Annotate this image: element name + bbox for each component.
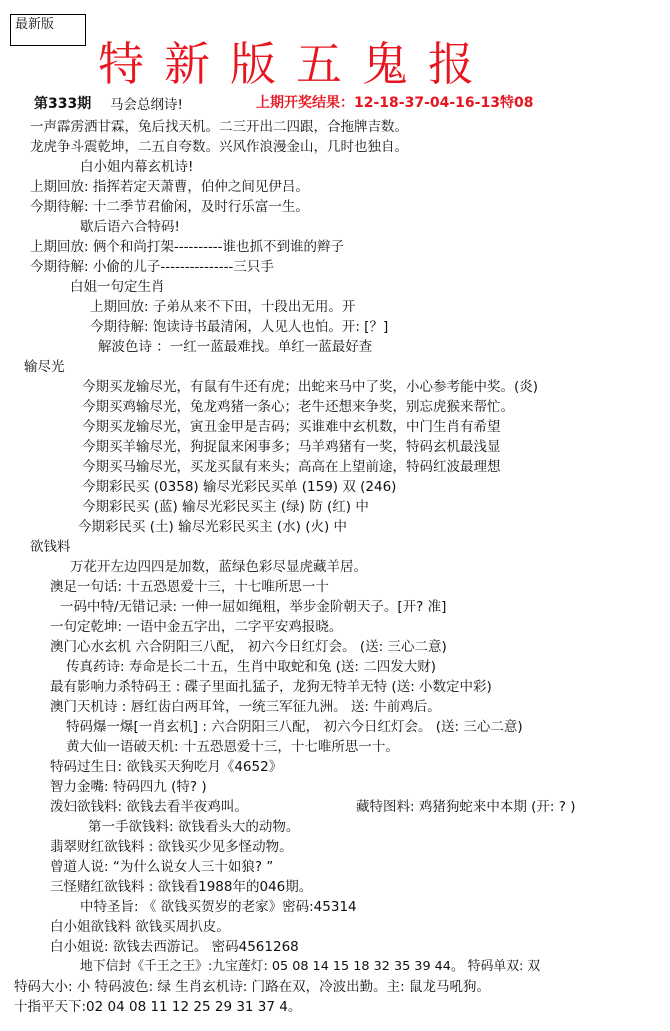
cangtu-line: 藏特图料: 鸡猪狗蛇来中本期 (开: ? ) bbox=[356, 799, 576, 815]
section-title-yuqian: 欲钱料 bbox=[30, 539, 71, 555]
shujinguang-line: 今期彩民买 (蓝) 输尽光彩民买主 (绿) 防 (红) 中 bbox=[82, 499, 369, 515]
baixj-yuqian-line: 白小姐欲钱料 欲钱买周扒皮。 bbox=[50, 919, 230, 935]
dixia-line: 地下信封《千王之王》:九宝莲灯: 05 08 14 15 18 32 35 39 44。 特码单双: 双 bbox=[80, 959, 541, 974]
baijie-now: 今期待解: 饱读诗书最清闲，人见人也怕。开: [？] bbox=[90, 319, 389, 335]
baijie-last: 上期回放: 子弟从来不下田，十段出无用。开 bbox=[90, 299, 356, 315]
shujinguang-line: 今期买马输尽光，买龙买鼠有来头；高高在上望前途，特码红波最理想 bbox=[82, 459, 501, 475]
zhili-line: 智力金嘴: 特码四九 (特? ) bbox=[50, 779, 207, 795]
shujinguang-line: 今期彩民买 (0358) 输尽光彩民买单 (159) 双 (246) bbox=[82, 479, 397, 495]
wanhua-line: 万花开左边四四是加数，蓝绿色彩尽显虎藏羊居。 bbox=[70, 559, 367, 575]
shizhi-line: 十指平天下:02 04 08 11 12 25 29 31 37 4。 bbox=[14, 999, 302, 1015]
huangdaxian-line: 黄大仙一语破天机: 十五恐恩爱十三，十七唯所思一十。 bbox=[66, 739, 399, 755]
aomen-xin-line: 澳门心水玄机 六合阴阳三八配， 初六今日红灯会。 (送: 三心二意) bbox=[50, 639, 447, 655]
pofu-line: 泼妇欲钱料: 欲钱去看半夜鸡叫。 bbox=[50, 799, 248, 815]
section-title-shujinguang: 输尽光 bbox=[24, 359, 65, 375]
page-title: 特新版五鬼报 bbox=[98, 37, 494, 91]
bose-poem: 解波色诗 ：一红一蓝最难找。单红一蓝最好查 bbox=[98, 339, 373, 355]
feicui-line: 翡翠财红欲钱料 : 欲钱买少见多怪动物。 bbox=[50, 839, 293, 855]
last-result: 上期开奖结果：12-18-37-04-16-13特08 bbox=[256, 95, 534, 111]
sanguai-line: 三怪赌红欲钱料 : 欲钱看1988年的046期。 bbox=[50, 879, 313, 895]
section-title-baijie: 白姐一句定生肖 bbox=[70, 279, 165, 295]
tema-guo-line: 特码过生日: 欲钱买天狗吃月《4652》 bbox=[50, 759, 283, 775]
yima-line: 一码中特/无错记录: 一伸一屈如绳粗，举步金阶朝天子。[开? 准] bbox=[60, 599, 447, 615]
diyi-line: 第一手欲钱料: 欲钱看头大的动物。 bbox=[88, 819, 300, 835]
xiehouyu-now: 今期待解: 小偷的儿子---------------三只手 bbox=[30, 259, 274, 275]
poem-title: 马会总纲诗! bbox=[110, 97, 183, 113]
baixj-shuo-line: 白小姐说: 欲钱去西游记。 密码4561268 bbox=[50, 939, 299, 955]
baixiaojie-last: 上期回放: 指挥若定天萧曹，伯仲之间见伊吕。 bbox=[30, 179, 309, 195]
shujinguang-line: 今期买龙输尽光，寅丑金甲是吉码；买谁难中玄机数，中门生肖有希望 bbox=[82, 419, 501, 435]
section-title-baixiaojie: 白小姐内幕玄机诗! bbox=[80, 159, 194, 175]
tema-bao-line: 特码爆一爆[一肖玄机] : 六合阴阳三八配， 初六今日红灯会。 (送: 三心二意) bbox=[66, 719, 523, 735]
yingxiang-line: 最有影响力杀特码王 : 碟子里面扎猛子，龙狗无特羊无特 (送: 小数定中彩) bbox=[50, 679, 492, 695]
aozu-line: 澳足一句话: 十五恐恩爱十三，十七唯所思一十 bbox=[50, 579, 329, 595]
section-title-xiehouyu: 歇后语六合特码! bbox=[80, 219, 180, 235]
poem-line: 龙虎争斗震乾坤，二五自夸数。兴风作浪漫金山，几时也独自。 bbox=[30, 139, 408, 155]
yiju-line: 一句定乾坤: 一语中金五字出，二字平安鸡报晓。 bbox=[50, 619, 343, 635]
shujinguang-line: 今期买鸡输尽光，兔龙鸡猪一条心；老牛还想来争奖，别忘虎猴来帮忙。 bbox=[82, 399, 514, 415]
zhongte-line: 中特圣旨: 《 欲钱买贺岁的老家》密码:45314 bbox=[80, 899, 357, 915]
shujinguang-line: 今期买羊输尽光，狗捉鼠来闲事多；马羊鸡猪有一奖，特码玄机最浅显 bbox=[82, 439, 501, 455]
daxiao-line: 特码大小: 小 特码波色: 绿 生肖玄机诗: 门路在双，冷波出勤。主: 鼠龙马吼狗。 bbox=[14, 979, 490, 995]
shujinguang-line: 今期买龙输尽光，有鼠有牛还有虎；出蛇来马中了奖，小心参考能中奖。(炎) bbox=[82, 379, 539, 395]
baixiaojie-now: 今期待解: 十二季节君偷闲，及时行乐富一生。 bbox=[30, 199, 309, 215]
poem-line: 一声霹雳洒甘霖，兔后找天机。二三开出二四跟，合拖牌吉数。 bbox=[30, 119, 408, 135]
chuanzhen-line: 传真药诗: 寿命是长二十五，生肖中取蛇和兔 (送: 二四发大财) bbox=[66, 659, 437, 675]
edition-badge: 最新版 bbox=[10, 14, 86, 46]
issue-number: 第333期 bbox=[34, 96, 92, 112]
zengdao-line: 曾道人说: “为什么说女人三十如狼? ” bbox=[50, 859, 274, 875]
shujinguang-line: 今期彩民买 (土) 输尽光彩民买主 (水) (火) 中 bbox=[78, 519, 348, 535]
aomen-tian-line: 澳门天机诗 : 唇红齿白两耳耸，一统三军征九洲。 送: 牛前鸡后。 bbox=[50, 699, 441, 715]
xiehouyu-last: 上期回放: 俩个和尚打架----------谁也抓不到谁的辫子 bbox=[30, 239, 345, 255]
